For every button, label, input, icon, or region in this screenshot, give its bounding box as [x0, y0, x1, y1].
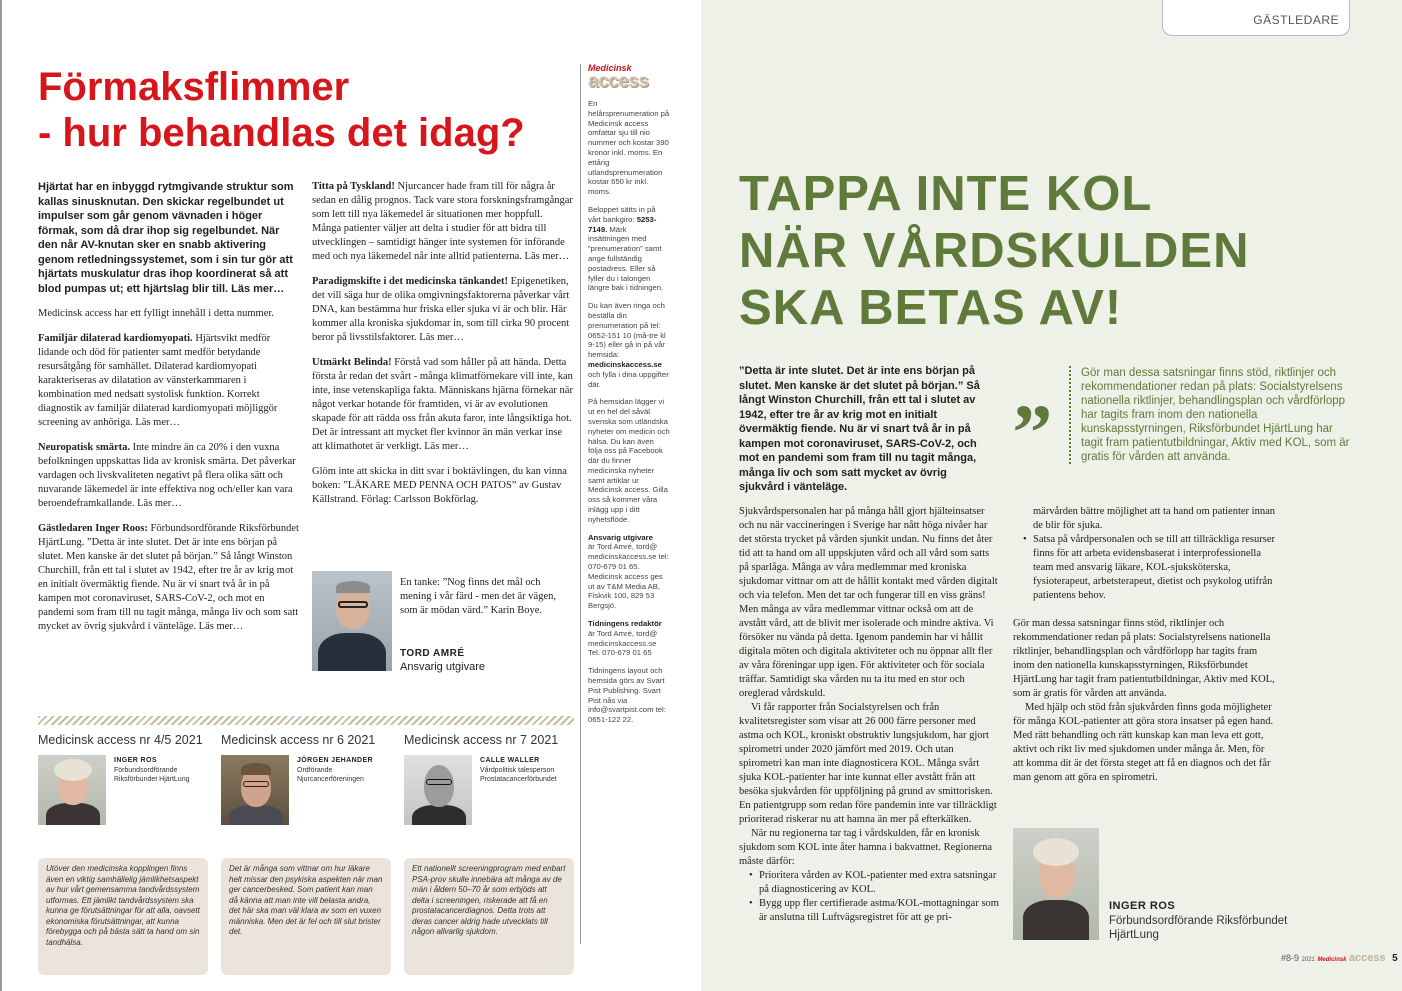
issue-year: 2021	[1301, 957, 1315, 963]
bullet-item: • Prioritera vården av KOL-patienter med extra satsningar på diagnosticering av KOL.	[749, 869, 999, 897]
subscription-sidebar	[580, 64, 670, 944]
body-paragraph: Gör man dessa satsningar finns stöd, riktlinjer och rekommendationer redan på plats: Socialstyrelsens nationella riktlinjer, behandlingsplan och vårdförlopp har tagits fram inom den nationella kunskapsstyrningen, Riksförbundet HjärtLung har tagit fram patientutbildningar, Aktiv med KOL, som är gratis för vården att använda.	[1013, 618, 1275, 699]
issue-excerpt: Ett nationellt screeningprogram med enbart PSA-prov skulle innebära att många av de män i åldern 50–70 år som erbjöds att delta i screeningen, riskerade att få en prostatacancerdiagnos. Detta trots att deras cancer aldrig hade utvecklats till någon allvarlig sjukdom.	[404, 858, 574, 975]
issue-person-name: CALLE WALLER	[480, 757, 540, 764]
body-paragraph: Med hjälp och stöd från sjukvården finns goda möjligheter för många KOL-patienter att göra stora insatser på egen hand. Med rätt behandling och rätt kunskap kan man leva ett gott, aktivt och rikt liv med sjukdomen under många år. Men, för att komma dit är det första steget att få en diagnos och det får man genom att göra en spirometri.	[1013, 702, 1274, 783]
issue-excerpt: Det är många som vittnar om hur läkare helt missar den psykiska aspekten när man ger cancerbesked. Som patient kan man då känna att man inte vill belasta andra, det här ska man väl klara av som en vuxen människa. Men det är fel och till slut brister det.	[221, 858, 391, 975]
issue-portrait	[38, 755, 106, 825]
order-text-2: och fylla i dina uppgifter där.	[588, 369, 669, 389]
headline-line-1: TAPPA INTE KOL	[739, 167, 1153, 221]
article-text: Förbundsordförande Riksförbundet HjärtLung. ”Detta är inte slutet. Det är inte ens början på slutet. Men kanske är det slutet på början.” Så långt Winston Churchill, från ett tal i slutet av 1942, efter tre år av krig mot en initialt övermäktig fiende. Nu är vi snart två år in på kampen mot coronaviruset, SARS-CoV-2, och mot en pandemi som fram till nu tagit många, många liv och som satt mycket av övrig sjukvård i vänteläge. Läs mer…	[38, 523, 299, 632]
quote-mark-icon: „	[1013, 348, 1043, 436]
issue-portrait	[404, 755, 472, 825]
editor-portrait	[312, 571, 392, 671]
left-column-2	[312, 180, 574, 518]
footer-logo-bottom: access	[1348, 952, 1386, 964]
order-text: Du kan även ringa och beställa din prenumeration på tel: 0652-151 10 (må-tre kl 9-15) eller gå in på vår hemsida:	[588, 301, 666, 360]
publisher-info	[588, 533, 670, 611]
right-column-2	[1013, 505, 1275, 785]
issue-card	[404, 733, 576, 936]
bullet-item: • Bygg upp fler certifierade astma/KOL-mottagningar som är anslutna till Luftvägsregistret för att ge pri-	[749, 897, 999, 925]
editor-text: är Tord Amré, tord@ medicinskaccess.se Tel. 070-679 01 65	[588, 628, 658, 658]
bankgiro-number: 5253-7149.	[588, 214, 657, 234]
page-number: 5	[1392, 953, 1398, 964]
body-paragraph: När nu regionerna tar tag i vårdskulden, får en kronisk sjukdom som KOL inte åter hamna i bakvattnet. Regionerna måste därför:	[739, 828, 993, 867]
article-text: Epigenetiken, det vill säga hur de olika omgivningsfaktorerna påverkar vårt DNA, kan bestämma hur friska eller sjuka vi är och blir. Här kommer alla kroniska sjukdomar in, som till cirka 90 procent beror på livsstilsfaktorer. Läs mer…	[312, 276, 570, 343]
publisher-title: Ansvarig utgivare	[588, 532, 653, 542]
editor-role: Ansvarig utgivare	[400, 661, 485, 673]
hatched-divider	[38, 716, 574, 725]
issue-excerpt: Utöver den medicinska kopplingen finns även en viktig samhällelig jämlikhetsaspekt av hur vårt gemensamma tandvårdssystem utformas. Ett jämlikt tandvårdssystem ska kunna ge förutsättningar för att alla, oavsett ekonomiska förutsättningar, att kunna förebygga och på bästa sätt ta hand om sin tandhälsa.	[38, 858, 208, 975]
article-title: Neuropatisk smärta.	[38, 442, 130, 453]
issue-number: #8-9	[1281, 953, 1300, 963]
right-headline	[739, 166, 1339, 337]
issue-title: Medicinsk access nr 6 2021	[221, 733, 376, 747]
payment-text-2: Märk insättningen med ”prenumeration” samt ange fullständig postadress. Eller så fyller du i talongen längre bak i tidningen.	[588, 224, 664, 293]
bullet-list	[1013, 533, 1275, 603]
issue-person-role: Ordförande Njurcancerföreningen	[297, 767, 364, 783]
author-role: Förbundsordförande Riksförbundet HjärtLung	[1109, 915, 1288, 941]
article-summary	[38, 441, 300, 511]
right-page	[701, 0, 1402, 991]
news-info: På hemsidan lägger vi ut en hel del såväl svenska som utländska nyheter om medicin och hälsa. Du kan även följa oss på Facebook där du finner medicinska nyheter samt artiklar ur Medicinsk access. Gilla oss så kommer våra inlägg upp i ditt nyhetsflöde.	[588, 397, 670, 524]
article-title: Paradigmskifte i det medicinska tänkandet!	[312, 276, 509, 287]
issue-title: Medicinsk access nr 7 2021	[404, 733, 559, 747]
logo-medicinsk: Medicinsk	[588, 63, 632, 73]
contest-paragraph: Glöm inte att skicka in ditt svar i boktävlingen, du kan vinna boken: ”LÄKARE MED PENNA OCH PATOS” av Gustav Källstrand. Förlag: Carlsson Bokförlag.	[312, 466, 567, 505]
intro-paragraph: Medicinsk access har ett fylligt innehåll i detta nummer.	[38, 308, 274, 319]
issue-person-role: Förbundsordförande Riksförbundet HjärtLung	[114, 767, 190, 783]
headline-line-2: - hur behandlas det idag?	[38, 111, 525, 155]
article-summary	[312, 356, 574, 454]
body-paragraph: Vi får rapporter från Socialstyrelsen och från kvalitetsregister som visar att 26 000 färre personer med astma och KOL, kroniskt obstruktiv lungsjukdom, har gjort spirometri under 2020 jämfört med 2019. Och utan spirometri kan man inte diagnosticera KOL. Många svårt sjuka KOL-patienter har inte kunnat eller avstått från att besöka sjukvården för uppföljning på grund av smittorisken. En patientgrupp som redan före pandemin inte var tillräckligt prioriterad riskerar nu att hamna än mer på efterkälken.	[739, 702, 997, 825]
article-text: Förstå vad som håller på att hända. Detta första år redan det svårt - många klimatförnekare vill inte, kan inte, inse vetenskapliga fakta. Människans hjärna förnekar när något verkar hotande för framtiden, vi är av evolutionen skapade för att rädda oss från akuta faror, inte långsiktiga hot. Det är intressant att mycket fler kvinnor än män verkar inse att klimathotet är verkligt. Läs mer…	[312, 357, 573, 452]
section-label: GÄSTLEDARE	[1162, 0, 1350, 36]
issue-card	[38, 733, 210, 947]
layout-info: Tidningens layout och hemsida görs av Svart Pist Publishing. Svart Pist nås via info@svartpist.com tel: 0651-122 22.	[588, 666, 666, 725]
article-text: Hjärtsvikt medför lidande och död för patienter samt medför betydande resursåtgång för samhället. Dilaterad kardiomyopati karakteriseras av dilatation av vänsterkammaren i kombination med nedsatt systolisk funktion. Korrekt diagnostik av familjär dilaterad kardiomyopati möjliggör screening av anhöriga. Läs mer…	[38, 333, 278, 428]
editor-info	[588, 619, 670, 658]
headline-line-2: NÄR VÅRDSKULDEN	[739, 224, 1250, 278]
publisher-text: är Tord Amré, tord@ medicinskaccess.se tel: 070-679 01 65. Medicinsk access ges ut av T&M Media AB, Fiskvik 100, 829 53 Bergsjö.	[588, 542, 669, 611]
bullet-item: • Satsa på vårdpersonalen och se till att tillräckliga resurser finns för att arbeta evidensbaserat i interprofessionella team med ansvarig läkare, KOL-sjuksköterska, fysioterapeut, arbetsterapeut, dietist och psykolog utifrån patientens behov.	[1023, 533, 1275, 603]
footer-logo-top: Medicinsk	[1317, 957, 1347, 963]
article-summary	[38, 332, 300, 430]
right-lead-paragraph: ”Detta är inte slutet. Det är inte ens början på slutet. Men kanske är det slutet på början.” Så långt Winston Churchill, från ett tal i slutet av 1942, efter tre år av krig mot en initialt övermäktig fiende. Nu är vi snart två år in på kampen mot coronaviruset, SARS-CoV-2, och mot en pandemi som fram till nu tagit många, många liv och som satt mycket av övrig sjukvård i vänteläge.	[739, 365, 980, 493]
editor-title: Tidningens redaktör	[588, 619, 662, 629]
editor-quote: En tanke: ”Nog finns det mål och mening i vår färd - men det är vägen, som är mödan värd.” Karin Boye.	[400, 577, 556, 616]
issue-person-name: JÖRGEN JEHANDER	[297, 757, 374, 764]
article-text: Inte mindre än ca 20% i den vuxna befolkningen uppskattas lida av kronisk smärta. Det påverkar vardagen och livskvaliteten negativt på flera olika sätt och nuvarande läkemedel är inte effektiva nog och/eller kan vara beroendeframkallande. Läs mer…	[38, 442, 296, 509]
issue-portrait	[221, 755, 289, 825]
right-column-1	[739, 505, 999, 925]
headline-line-1: Förmaksflimmer	[38, 65, 350, 109]
page-footer	[1281, 952, 1398, 964]
issue-card	[221, 733, 393, 936]
issue-person-role: Vårdpolitisk talesperson Prostatacancerförbundet	[480, 767, 557, 783]
logo-access: access	[588, 71, 649, 92]
article-title: Utmärkt Belinda!	[312, 357, 392, 368]
subscription-info: En helårsprenumeration på Medicinsk access omfattar sju till nio nummer och kostar 390 kronor inkl. moms. En ettårig utlandsprenumeration kostar 650 kr inkl. moms.	[588, 99, 670, 197]
pull-quote: Gör man dessa satsningar finns stöd, riktlinjer och rekommendationer redan på plats: Socialstyrelsens nationella riktlinjer, behandlingsplan och vårdförlopp har tagits fram inom den nationella kunskapsstyrningen, Riksförbundet HjärtLung har tagit fram patientutbildningar, Aktiv med KOL, som är gratis för vården att använda.	[1069, 366, 1355, 464]
body-paragraph: märvården bättre möjlighet att ta hand om patienter innan de blir för sjuka.	[1033, 506, 1275, 531]
article-summary	[312, 180, 574, 264]
editor-name: TORD AMRÉ	[400, 648, 465, 659]
headline-line-3: SKA BETAS AV!	[739, 281, 1123, 335]
article-text: Njurcancer hade fram till för några år sedan en dålig prognos. Tack vare stora forskningsframgångar som lett till nya läkemedel är situationen mer hoppfull. Många patienter väljer att delta i studier för att bidra till utvecklingen – samtidigt hänger inte systemen för införande med och nya läkemedel når inte alltid patienterna. Läs mer…	[312, 181, 573, 262]
bullet-list	[739, 869, 999, 925]
article-title: Familjär dilaterad kardiomyopati.	[38, 333, 193, 344]
article-title: Titta på Tyskland!	[312, 181, 395, 192]
order-info	[588, 301, 670, 389]
article-title: Gästledaren Inger Roos:	[38, 523, 148, 534]
body-paragraph: Sjukvårdspersonalen har på många håll gjort hjälteinsatser och nu när vaccineringen i Sverige har nått höga nivåer har det största trycket på vården sjunkit undan. Nu finns det åter tid att ta hand om all uppskjuten vård och all vård som satts på sparlåga. Många av våra medlemmar med kroniska sjukdomar vittnar om att de hållit kontakt med vården digitalt och via telefon. Men det tar och fungerar till en viss gräns! Men många av våra medlemmar vittnar också om att de avstått vård, att de blivit mer isolerade och mindre aktiva. Vi försöker nu vända på detta. Igenom pandemin har vi hållit digitala möten och digitala aktiviteter och nu öppnar allt fler av våra föreningar upp igen. För aktiviteter och för sociala träffar. Samtidigt ska vården nu ta itu med en stor och oreglerad vårdskuld.	[739, 506, 998, 699]
payment-info	[588, 205, 670, 293]
website-link[interactable]: medicinskaccess.se	[588, 359, 662, 369]
left-headline	[38, 64, 583, 156]
article-summary	[312, 275, 574, 345]
issue-person-name: INGER ROS	[114, 757, 157, 764]
issue-title: Medicinsk access nr 4/5 2021	[38, 733, 203, 747]
left-column-1	[38, 180, 300, 645]
author-name: INGER ROS	[1109, 900, 1176, 912]
author-portrait	[1013, 828, 1099, 940]
payment-text: Beloppet sätts in på vårt bankgiro:	[588, 204, 656, 224]
lead-paragraph: Hjärtat har en inbyggd rytmgivande struktur som kallas sinusknutan. Den skickar regelbundet ut impulser som går genom vävnaden i höger förmak, som då drar ihop sig regelbundet. När den når AV-knutan sker en snabb aktivering genom retledningssystemet, som i sin tur gör att hjärtats muskulatur dras ihop koordinerat så att blod pumpas ut; ett hjärtslag blir till. Läs mer…	[38, 181, 294, 295]
article-summary	[38, 522, 300, 634]
